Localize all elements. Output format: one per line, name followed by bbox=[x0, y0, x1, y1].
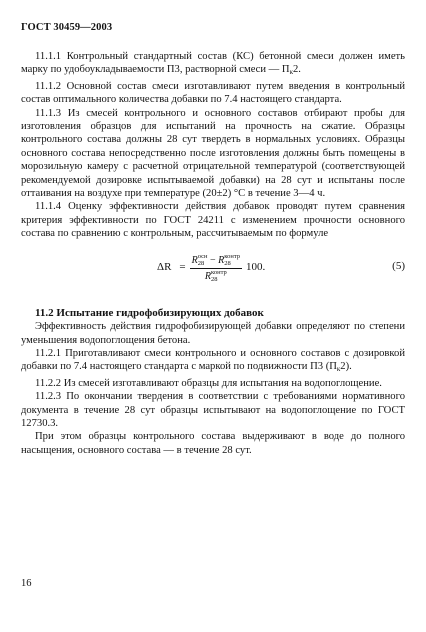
page-body bbox=[21, 50, 405, 457]
paragraph-11-2-intro: Эффективность действия гидрофобизирующей добавки определяют по степени уменьшения водопоглощения бетона. bbox=[21, 321, 405, 346]
paragraph-11-2-1: 11.2.1 Приготавливают смеси контрольного и основного составов с дозировкой добавки по 7.4 настоящего стандарта с маркой по подвижности П3 $(П_к2)$. bbox=[21, 347, 405, 374]
formula-multiplier: 100. bbox=[246, 261, 266, 274]
formula-equals: = bbox=[179, 261, 186, 274]
paragraph-11-1-4: 11.1.4 Оценку эффективности действия добавок проводят путем сравнения критерия эффективности по ГОСТ 24211 с изменением прочности основного состава по сравнению с контрольным, рассчитываемым по формуле bbox=[21, 201, 405, 240]
section-title-11-2: 11.2 Испытание гидрофобизирующих добавок bbox=[35, 306, 264, 319]
paragraph-11-1-3: 11.1.3 Из смесей контрольного и основного составов отбирают пробы для изготовления образцов для испытаний на прочность на сжатие. Образцы контрольного состава должны 28 сут твердеть в нормальных условиях. Образцы основного состава непосредственно после изготовления должны быть помещены в морозильную камеру с расчетной отрицательной температурой (соответствующей рекомендуемой дозировке испытываемой добавки) на 28 сут и испытаны после оттаивания на воздухе при температуре (20±2) °С в течение 3—4 ч. bbox=[21, 107, 405, 200]
paragraph-11-2-2: 11.2.2 Из смесей изготавливают образцы для испытания на водопоглощение. bbox=[35, 377, 382, 389]
formula-5 bbox=[21, 249, 405, 299]
formula-lhs: ΔR bbox=[157, 261, 172, 274]
paragraph-11-1-1: 11.1.1 Контрольный стандартный состав (КС) бетонной смеси должен иметь марку по удобоукладываемости П3, растворной смеси — $П_к2$. bbox=[21, 51, 405, 77]
page-header: ГОСТ 30459—2003 bbox=[21, 22, 113, 33]
formula-number: (5) bbox=[392, 259, 405, 272]
page-number: 16 bbox=[21, 578, 32, 589]
paragraph-11-1-2: 11.1.2 Основной состав смеси изготавливают путем введения в контрольный состав оптимального количества добавки по 7.4 настоящего стандарта. bbox=[21, 80, 405, 106]
paragraph-11-2-3: 11.2.3 По окончании твердения в соответствии с требованиями нормативного документа в течение 28 сут образцы испытывают на водопоглощение по ГОСТ 12730.3. bbox=[21, 391, 405, 429]
formula-fraction bbox=[190, 253, 242, 284]
formula-expression bbox=[157, 253, 265, 284]
formula-denominator: R контр 28 bbox=[204, 269, 227, 284]
paragraph-11-2-3-note: При этом образцы контрольного состава выдерживают в воде до полного насыщения, основного состава — в течение 28 сут. bbox=[21, 431, 405, 456]
formula-numerator: R осн 28 − R контр 28 bbox=[191, 253, 241, 268]
